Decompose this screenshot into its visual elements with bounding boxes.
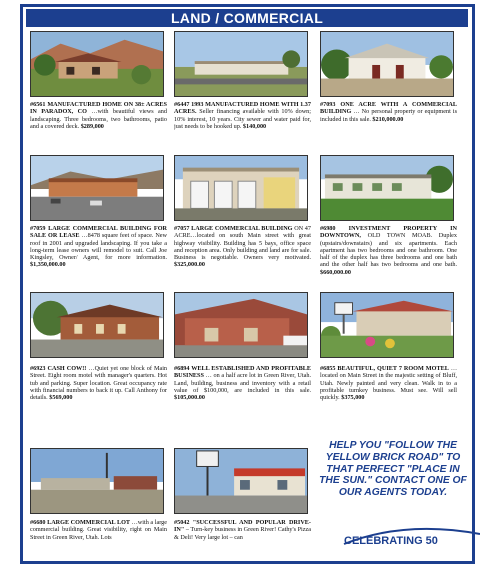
listing-price: $289,000 [80, 122, 104, 130]
listing-text [30, 519, 167, 541]
listing-price: $660,000.00 [320, 268, 351, 276]
listing-code: #6980 INVESTMENT PROPERTY IN DOWNTOWN, [320, 225, 457, 240]
company-logo [330, 522, 480, 546]
listing-body: OLD TOWN MOAB. Duplex (upstairs/downstairs) and six apartments. Each apartment has two bedrooms and one bathroom. One half of the duplex has three bedrooms and one bath and the other half has two bedrooms and one bath. [320, 232, 457, 269]
listing-body: Seller financing available with 10% down; 10% interest, 10 years. City sewer and water paid for, just needs to be hooked up. [174, 108, 311, 130]
listing-code: #6894 WELL ESTABLISHED AND PROFITABLE BUSINESS [174, 365, 311, 380]
listing-photo [320, 292, 454, 358]
listing-code: #6855 BEAUTIFUL, QUIET 7 ROOM MOTEL [320, 365, 449, 372]
listing-body: … No personal property or equipment is included in this sale. [320, 108, 457, 123]
listing-price: $569,000 [49, 394, 73, 402]
listing-photo [174, 155, 308, 221]
listing-body: …Quiet yet one block of Main Street. Eight room motel with manager's quarters. Hot tub and parking. Super location. Great occupancy rate with financial numbers to back it up. Call Anthony for details. [30, 365, 167, 402]
listing-code: #5042 "SUCCESSFUL AND POPULAR DRIVE-IN" [174, 519, 311, 534]
listing-text [320, 225, 457, 283]
listing-body: …with a large commercial building. Great visibility, right on Main Street in Green River, Utah. Lots [30, 519, 167, 541]
listing-price: $140,000 [242, 122, 267, 130]
listing-code: #6923 CASH COW!! [30, 365, 87, 372]
listing-text [174, 225, 311, 275]
listing-body: …with beautiful views and landscaping. Three bedrooms, two bathrooms, patio and a covered deck. [30, 108, 167, 130]
listing-photo [174, 31, 308, 97]
listing-code: #7093 ONE ACRE WITH A COMMERCIAL BUILDING [320, 101, 457, 116]
listing-text [320, 101, 457, 143]
listing-code: #6561 MANUFACTURED HOME ON 38± ACRES IN PARADOX, CO [30, 101, 167, 116]
listing-text [320, 365, 457, 415]
listing-photo [174, 292, 308, 358]
logo-text: CELEBRATING 50 [344, 535, 438, 546]
listing-body: … on a half acre lot in Green River, Utah. Land, building, business and inventory with a retail value of $100,000, are included in this sale. [174, 372, 311, 394]
listing-text [30, 101, 167, 143]
section-header: LAND / COMMERCIAL [26, 9, 468, 27]
listing-body: – Turn-key business in Green River! Cathy's Pizza & Deli! Very large lot – can [174, 526, 311, 541]
listing-price: $105,000.00 [174, 394, 205, 402]
listing-body: …located on Main Street in the majestic setting of Bluff, Utah. Newly painted and very clean. Walk in to a profitable turnkey business. Must see. Will sell quickly. [320, 365, 457, 402]
listing-photo [320, 31, 454, 97]
listing-price: $1,350,000.00 [30, 261, 66, 269]
listing-price: $375,000 [341, 394, 365, 402]
listing-text [174, 519, 311, 541]
listing-body: …8478 square feet of space. New roof in 2001 and upgraded landscaping. If you take a long-term lease owners will remodel to suit. Call Joe Kingsley, Owner/ Agent, for more information. [30, 232, 167, 262]
listing-text [174, 101, 311, 143]
listing-photo [30, 31, 164, 97]
listing-text [174, 365, 311, 415]
listing-photo [30, 292, 164, 358]
listing-text [30, 365, 167, 415]
listing-photo [30, 448, 164, 514]
listing-price: $210,000.00 [372, 115, 404, 123]
listing-code: #7057 LARGE COMMERCIAL BUILDING [174, 225, 293, 232]
listing-photo [30, 155, 164, 221]
listing-body: ON 47 ACRE…located on south Main street with great highway visibility. Building has 5 bays, office space and reception area. Only building and land are for sale. Business is negotiable. Owners very motivated. [174, 225, 311, 262]
listing-photo [174, 448, 308, 514]
listing-photo [320, 155, 454, 221]
listing-code: #6680 LARGE COMMERCIAL LOT [30, 519, 131, 526]
listing-text [30, 225, 167, 275]
agent-promo-text: HELP YOU "FOLLOW THE YELLOW BRICK ROAD" TO THAT PERFECT "PLACE IN THE SUN." CONTACT ONE OF OUR AGENTS TODAY. [319, 440, 467, 499]
listing-code: #6447 1993 MANUFACTURED HOME WITH 1.37 ACRES. [174, 101, 311, 116]
listing-price: $325,000.00 [174, 261, 205, 269]
listing-code: #7059 LARGE COMMERCIAL BUILDING FOR SALE OR LEASE [30, 225, 167, 240]
